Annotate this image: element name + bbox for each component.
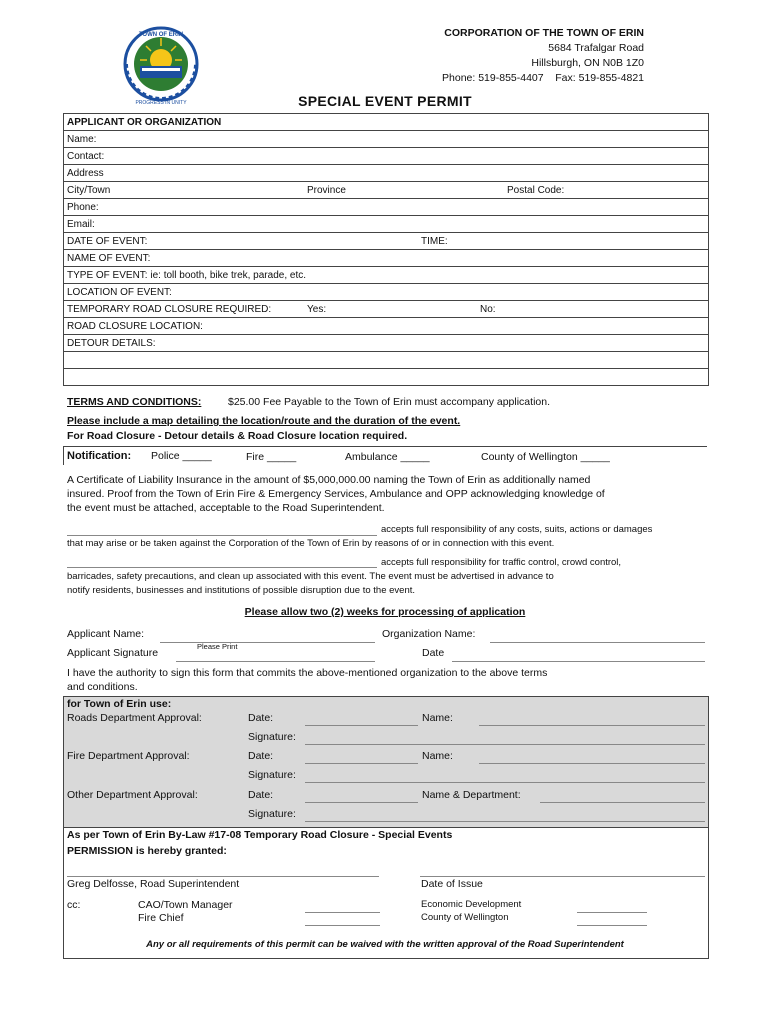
org-phone: Phone: 519-855-4407 Fax: 519-855-4821: [442, 72, 644, 84]
date-of-issue-label: Date of Issue: [421, 878, 483, 890]
org-city: Hillsburgh, ON N0B 1Z0: [531, 57, 644, 69]
responsibility-line-2[interactable]: [67, 566, 377, 568]
closure-required-row[interactable]: [64, 301, 709, 318]
sign-date-input[interactable]: [452, 660, 705, 662]
authority-text: I have the authority to sign this form that commits the above-mentioned organization to the above terms and conditions.: [67, 667, 548, 693]
cc-check-2[interactable]: [305, 924, 380, 926]
please-print-hint: Please Print: [197, 642, 238, 651]
responsibility-line-1[interactable]: [67, 534, 377, 536]
responsibility-2a: accepts full responsibility for traffic control, crowd control,: [381, 557, 622, 568]
applicant-signature-label: Applicant Signature: [67, 647, 159, 659]
fire-signature-label: Signature:: [248, 769, 296, 781]
bylaw-line-2: PERMISSION is hereby granted:: [67, 845, 227, 857]
responsibility-2b: barricades, safety precautions, and clean up associated with this event. The event must be advertised in advance to: [67, 571, 554, 582]
roads-name-input[interactable]: [479, 724, 705, 726]
fee-text: $25.00 Fee Payable to the Town of Erin must accompany application.: [228, 396, 550, 408]
map-note: Please include a map detailing the location/route and the duration of the event.: [67, 415, 461, 427]
responsibility-1a: accepts full responsibility of any costs, suits, actions or damages: [381, 524, 653, 535]
closure-location-field[interactable]: ROAD CLOSURE LOCATION:: [64, 318, 709, 335]
other-date-label: Date:: [248, 789, 274, 801]
other-date-input[interactable]: [305, 801, 418, 803]
issue-date-input[interactable]: [420, 875, 705, 877]
notify-county[interactable]: County of Wellington _____: [481, 451, 610, 463]
insurance-text: A Certificate of Liability Insurance in the amount of $5,000,000.00 naming the Town of Erin as additionally named insured. Proof from the Town of Erin Fire & Emergency Services, Ambulance and OPP acknowledging knowledge of the event must be attached, acceptable to the Road Superintendent.: [67, 474, 605, 514]
notify-police[interactable]: Police _____: [151, 450, 212, 462]
applicant-name-input[interactable]: [160, 641, 375, 643]
no-label: No:: [480, 303, 496, 315]
superintendent-signature-input[interactable]: [67, 875, 379, 877]
cc-label: cc:: [67, 899, 81, 911]
fire-date-label: Date:: [248, 750, 274, 762]
fire-name-label: Name:: [422, 750, 453, 762]
org-name-input[interactable]: [490, 641, 705, 643]
other-name-label: Name & Department:: [422, 789, 521, 801]
org-address: 5684 Trafalgar Road: [548, 42, 644, 54]
event-type-field[interactable]: TYPE OF EVENT: ie: toll booth, bike trek, parade, etc.: [64, 267, 709, 284]
time-label: TIME:: [421, 235, 448, 247]
responsibility-2c: notify residents, businesses and institutions of possible disruption due to the event.: [67, 585, 416, 596]
other-name-input[interactable]: [540, 801, 705, 803]
address-field[interactable]: Address: [64, 165, 709, 182]
svg-text:TOWN OF ERIN: TOWN OF ERIN: [138, 32, 184, 38]
email-field[interactable]: Email:: [64, 216, 709, 233]
fire-name-input[interactable]: [479, 762, 705, 764]
roads-name-label: Name:: [422, 712, 453, 724]
name-field[interactable]: Name:: [64, 131, 709, 148]
city-label: City/Town: [67, 184, 111, 196]
notify-ambulance[interactable]: Ambulance _____: [345, 451, 430, 463]
responsibility-1b: that may arise or be taken against the Corporation of the Town of Erin by reasons of or in connection with this event.: [67, 538, 555, 549]
detour-field[interactable]: DETOUR DETAILS:: [64, 335, 709, 352]
cc-fire-chief: Fire Chief: [138, 912, 184, 924]
phone-field[interactable]: Phone:: [64, 199, 709, 216]
event-name-field[interactable]: NAME OF EVENT:: [64, 250, 709, 267]
cc-county: County of Wellington: [421, 912, 509, 923]
fire-date-input[interactable]: [305, 762, 418, 764]
notify-fire[interactable]: Fire _____: [246, 451, 297, 463]
processing-note: Please allow two (2) weeks for processing of application: [244, 606, 526, 618]
closure-required-label: TEMPORARY ROAD CLOSURE REQUIRED:: [67, 303, 272, 315]
detour-extra-2[interactable]: [64, 369, 709, 386]
other-signature-input[interactable]: [305, 820, 705, 822]
province-label: Province: [307, 184, 346, 196]
location-field[interactable]: LOCATION OF EVENT:: [64, 284, 709, 301]
roads-signature-input[interactable]: [305, 743, 705, 745]
closure-note: For Road Closure - Detour details & Road Closure location required.: [67, 430, 408, 442]
page-title: SPECIAL EVENT PERMIT: [298, 93, 472, 109]
date-label: DATE OF EVENT:: [67, 235, 148, 247]
cc-check-1[interactable]: [305, 911, 380, 913]
cc-economic-dev: Economic Development: [421, 899, 522, 910]
fire-approval-label: Fire Department Approval:: [67, 750, 190, 762]
other-approval-label: Other Department Approval:: [67, 789, 198, 801]
detour-extra-1[interactable]: [64, 352, 709, 369]
applicant-name-label: Applicant Name:: [67, 628, 145, 640]
terms-label: TERMS AND CONDITIONS:: [67, 396, 202, 408]
org-name: CORPORATION OF THE TOWN OF ERIN: [444, 27, 644, 39]
office-use-heading: for Town of Erin use:: [67, 698, 172, 710]
contact-field[interactable]: Contact:: [64, 148, 709, 165]
cc-cao: CAO/Town Manager: [138, 899, 233, 911]
roads-date-input[interactable]: [305, 724, 418, 726]
svg-text:PROGRESS IN UNITY: PROGRESS IN UNITY: [135, 100, 187, 106]
cc-check-4[interactable]: [577, 924, 647, 926]
postal-label: Postal Code:: [507, 184, 565, 196]
date-row[interactable]: [64, 233, 709, 250]
cc-check-3[interactable]: [577, 911, 647, 913]
applicant-signature-input[interactable]: [176, 660, 375, 662]
waiver-note: Any or all requirements of this permit can be waived with the written approval of the Road Superintendent: [146, 939, 624, 950]
applicant-table: [63, 113, 709, 386]
org-name-label: Organization Name:: [382, 628, 476, 640]
fire-signature-input[interactable]: [305, 781, 705, 783]
roads-signature-label: Signature:: [248, 731, 296, 743]
applicant-section-heading: APPLICANT OR ORGANIZATION: [64, 114, 709, 131]
roads-date-label: Date:: [248, 712, 274, 724]
bylaw-line-1: As per Town of Erin By-Law #17-08 Temporary Road Closure - Special Events: [67, 829, 453, 841]
yes-label: Yes:: [307, 303, 327, 315]
city-row[interactable]: [64, 182, 709, 199]
roads-approval-label: Roads Department Approval:: [67, 712, 202, 724]
sign-date-label: Date: [422, 647, 445, 659]
other-signature-label: Signature:: [248, 808, 296, 820]
superintendent-name: Greg Delfosse, Road Superintendent: [67, 878, 240, 890]
notification-label: Notification:: [67, 450, 132, 462]
